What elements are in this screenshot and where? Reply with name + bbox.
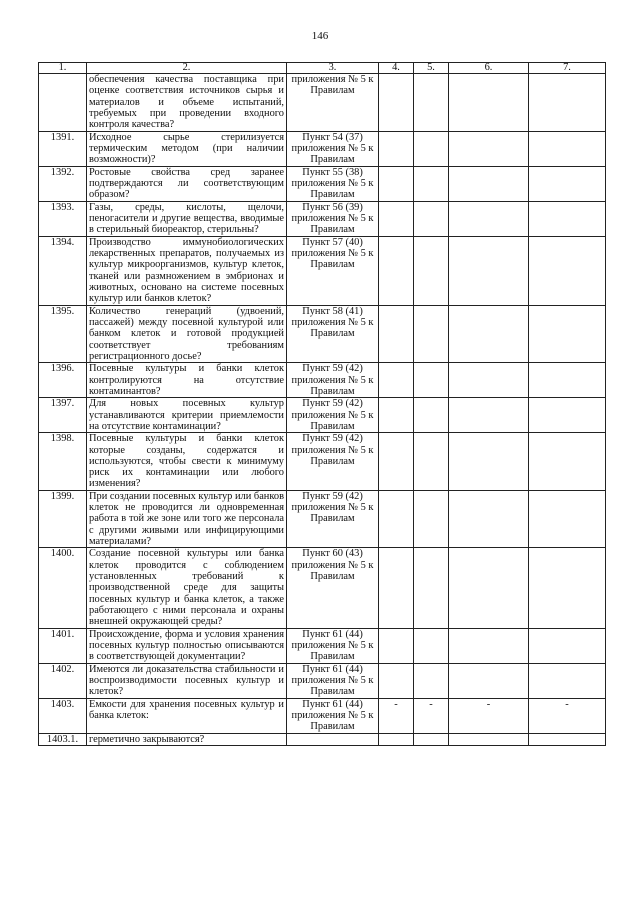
answer-col-5 [414, 433, 449, 491]
answer-col-6 [449, 433, 529, 491]
question-text: Создание посевной культуры или банка клеток проводится с соблюдением установленных требований к производственной среде для защиты посевных культур и банка клеток, а также работающего с ними персонала и охраны внешней окружающей среды? [87, 548, 287, 628]
table-row [39, 490, 606, 548]
answer-col-7 [529, 433, 606, 491]
answer-col-4 [379, 548, 414, 628]
item-number: 1394. [39, 236, 87, 305]
question-text: герметично закрываются? [87, 733, 287, 745]
question-text: Ростовые свойства сред заранее подтверждаются ли соответствующим образом? [87, 166, 287, 201]
answer-col-7 [529, 490, 606, 548]
answer-col-5 [414, 305, 449, 363]
item-number: 1395. [39, 305, 87, 363]
answer-col-7 [529, 548, 606, 628]
table-row [39, 236, 606, 305]
answer-col-4 [379, 305, 414, 363]
answer-col-6 [449, 74, 529, 132]
reference-text: Пункт 57 (40) приложения № 5 к Правилам [287, 236, 379, 305]
item-number: 1401. [39, 628, 87, 663]
header-col-3: 3. [287, 63, 379, 74]
item-number: 1391. [39, 131, 87, 166]
page-number: 146 [311, 30, 329, 42]
header-row [39, 63, 606, 74]
table-row [39, 74, 606, 132]
question-text: Происхождение, форма и условия хранения посевных культур полностью описываются в соответствующей документации? [87, 628, 287, 663]
answer-col-6 [449, 201, 529, 236]
reference-text: Пункт 59 (42) приложения № 5 к Правилам [287, 490, 379, 548]
table-row [39, 628, 606, 663]
answer-col-5 [414, 131, 449, 166]
item-number: 1393. [39, 201, 87, 236]
table-row [39, 201, 606, 236]
question-text: При создании посевных культур или банков клеток не проводится ли одновременная работа в той же зоне или того же персонала с другими живыми или инфицирующими материалами? [87, 490, 287, 548]
answer-col-4 [379, 236, 414, 305]
item-number: 1400. [39, 548, 87, 628]
answer-col-7 [529, 733, 606, 745]
item-number: 1403. [39, 698, 87, 733]
question-text: Количество генераций (удвоений, пассажей) между посевной культурой или банком клеток и готовой продукцией соответствует требованиям регистрационного досье? [87, 305, 287, 363]
answer-col-7 [529, 74, 606, 132]
answer-col-5: - [414, 698, 449, 733]
table-row [39, 166, 606, 201]
table-row [39, 548, 606, 628]
question-text: Емкости для хранения посевных культур и банка клеток: [87, 698, 287, 733]
answer-col-6 [449, 663, 529, 698]
header-col-7: 7. [529, 63, 606, 74]
item-number: 1392. [39, 166, 87, 201]
reference-text: Пункт 55 (38) приложения № 5 к Правилам [287, 166, 379, 201]
answer-col-7 [529, 363, 606, 398]
reference-text: Пункт 61 (44) приложения № 5 к Правилам [287, 698, 379, 733]
item-number: 1397. [39, 398, 87, 433]
answer-col-7 [529, 398, 606, 433]
answer-col-7 [529, 131, 606, 166]
answer-col-5 [414, 490, 449, 548]
question-text: Для новых посевных культур устанавливаются критерии приемлемости на отсутствие контаминации? [87, 398, 287, 433]
table-row [39, 363, 606, 398]
reference-text: Пункт 59 (42) приложения № 5 к Правилам [287, 398, 379, 433]
answer-col-6 [449, 166, 529, 201]
reference-text: Пункт 54 (37) приложения № 5 к Правилам [287, 131, 379, 166]
answer-col-5 [414, 363, 449, 398]
answer-col-7 [529, 663, 606, 698]
answer-col-5 [414, 733, 449, 745]
answer-col-4 [379, 628, 414, 663]
answer-col-7 [529, 236, 606, 305]
answer-col-7 [529, 305, 606, 363]
answer-col-7 [529, 628, 606, 663]
question-text: Имеются ли доказательства стабильности и воспроизводимости посевных культур и клеток? [87, 663, 287, 698]
table-row [39, 131, 606, 166]
header-col-6: 6. [449, 63, 529, 74]
question-text: обеспечения качества поставщика при оценке соответствия источников сырья и материалов и объеме испытаний, требуемых при проведении входного контроля качества? [87, 74, 287, 132]
answer-col-4: - [379, 698, 414, 733]
answer-col-7 [529, 201, 606, 236]
reference-text: Пункт 58 (41) приложения № 5 к Правилам [287, 305, 379, 363]
question-text: Газы, среды, кислоты, щелочи, пеногасители и другие вещества, вводимые в стерильный биореактор, стерильны? [87, 201, 287, 236]
checklist-table [38, 62, 606, 746]
answer-col-6: - [449, 698, 529, 733]
reference-text: Пункт 59 (42) приложения № 5 к Правилам [287, 363, 379, 398]
answer-col-6 [449, 490, 529, 548]
header-col-4: 4. [379, 63, 414, 74]
item-number: 1403.1. [39, 733, 87, 745]
item-number [39, 74, 87, 132]
answer-col-4 [379, 74, 414, 132]
answer-col-4 [379, 490, 414, 548]
answer-col-6 [449, 363, 529, 398]
answer-col-5 [414, 628, 449, 663]
answer-col-7 [529, 166, 606, 201]
reference-text: Пункт 61 (44) приложения № 5 к Правилам [287, 663, 379, 698]
answer-col-4 [379, 663, 414, 698]
answer-col-4 [379, 131, 414, 166]
reference-text: Пункт 60 (43) приложения № 5 к Правилам [287, 548, 379, 628]
answer-col-6 [449, 131, 529, 166]
header-col-5: 5. [414, 63, 449, 74]
answer-col-5 [414, 201, 449, 236]
reference-text: приложения № 5 к Правилам [287, 74, 379, 132]
reference-text: Пункт 59 (42) приложения № 5 к Правилам [287, 433, 379, 491]
answer-col-4 [379, 363, 414, 398]
answer-col-6 [449, 548, 529, 628]
item-number: 1402. [39, 663, 87, 698]
table-row [39, 733, 606, 745]
table-row [39, 398, 606, 433]
answer-col-5 [414, 236, 449, 305]
answer-col-5 [414, 663, 449, 698]
table-row [39, 698, 606, 733]
reference-text: Пункт 61 (44) приложения № 5 к Правилам [287, 628, 379, 663]
reference-text: Пункт 56 (39) приложения № 5 к Правилам [287, 201, 379, 236]
answer-col-4 [379, 166, 414, 201]
reference-text [287, 733, 379, 745]
header-col-2: 2. [87, 63, 287, 74]
table-row [39, 305, 606, 363]
answer-col-5 [414, 548, 449, 628]
question-text: Производство иммунобиологических лекарственных препаратов, получаемых из культур микроорганизмов, культур клеток, тканей или размножением в эмбрионах и животных, основано на системе посевных культур или банков клеток? [87, 236, 287, 305]
answer-col-4 [379, 433, 414, 491]
question-text: Посевные культуры и банки клеток контролируются на отсутствие контаминантов? [87, 363, 287, 398]
question-text: Исходное сырье стерилизуется термическим методом (при наличии возможности)? [87, 131, 287, 166]
answer-col-6 [449, 236, 529, 305]
answer-col-7: - [529, 698, 606, 733]
table-row [39, 433, 606, 491]
answer-col-5 [414, 398, 449, 433]
header-col-1: 1. [39, 63, 87, 74]
answer-col-6 [449, 628, 529, 663]
answer-col-5 [414, 166, 449, 201]
answer-col-4 [379, 398, 414, 433]
table-row [39, 663, 606, 698]
item-number: 1398. [39, 433, 87, 491]
answer-col-5 [414, 74, 449, 132]
item-number: 1396. [39, 363, 87, 398]
answer-col-6 [449, 733, 529, 745]
answer-col-6 [449, 305, 529, 363]
answer-col-6 [449, 398, 529, 433]
answer-col-4 [379, 733, 414, 745]
item-number: 1399. [39, 490, 87, 548]
answer-col-4 [379, 201, 414, 236]
question-text: Посевные культуры и банки клеток которые созданы, содержатся и используются, чтобы свести к минимуму риск их контаминации или любого изменения? [87, 433, 287, 491]
